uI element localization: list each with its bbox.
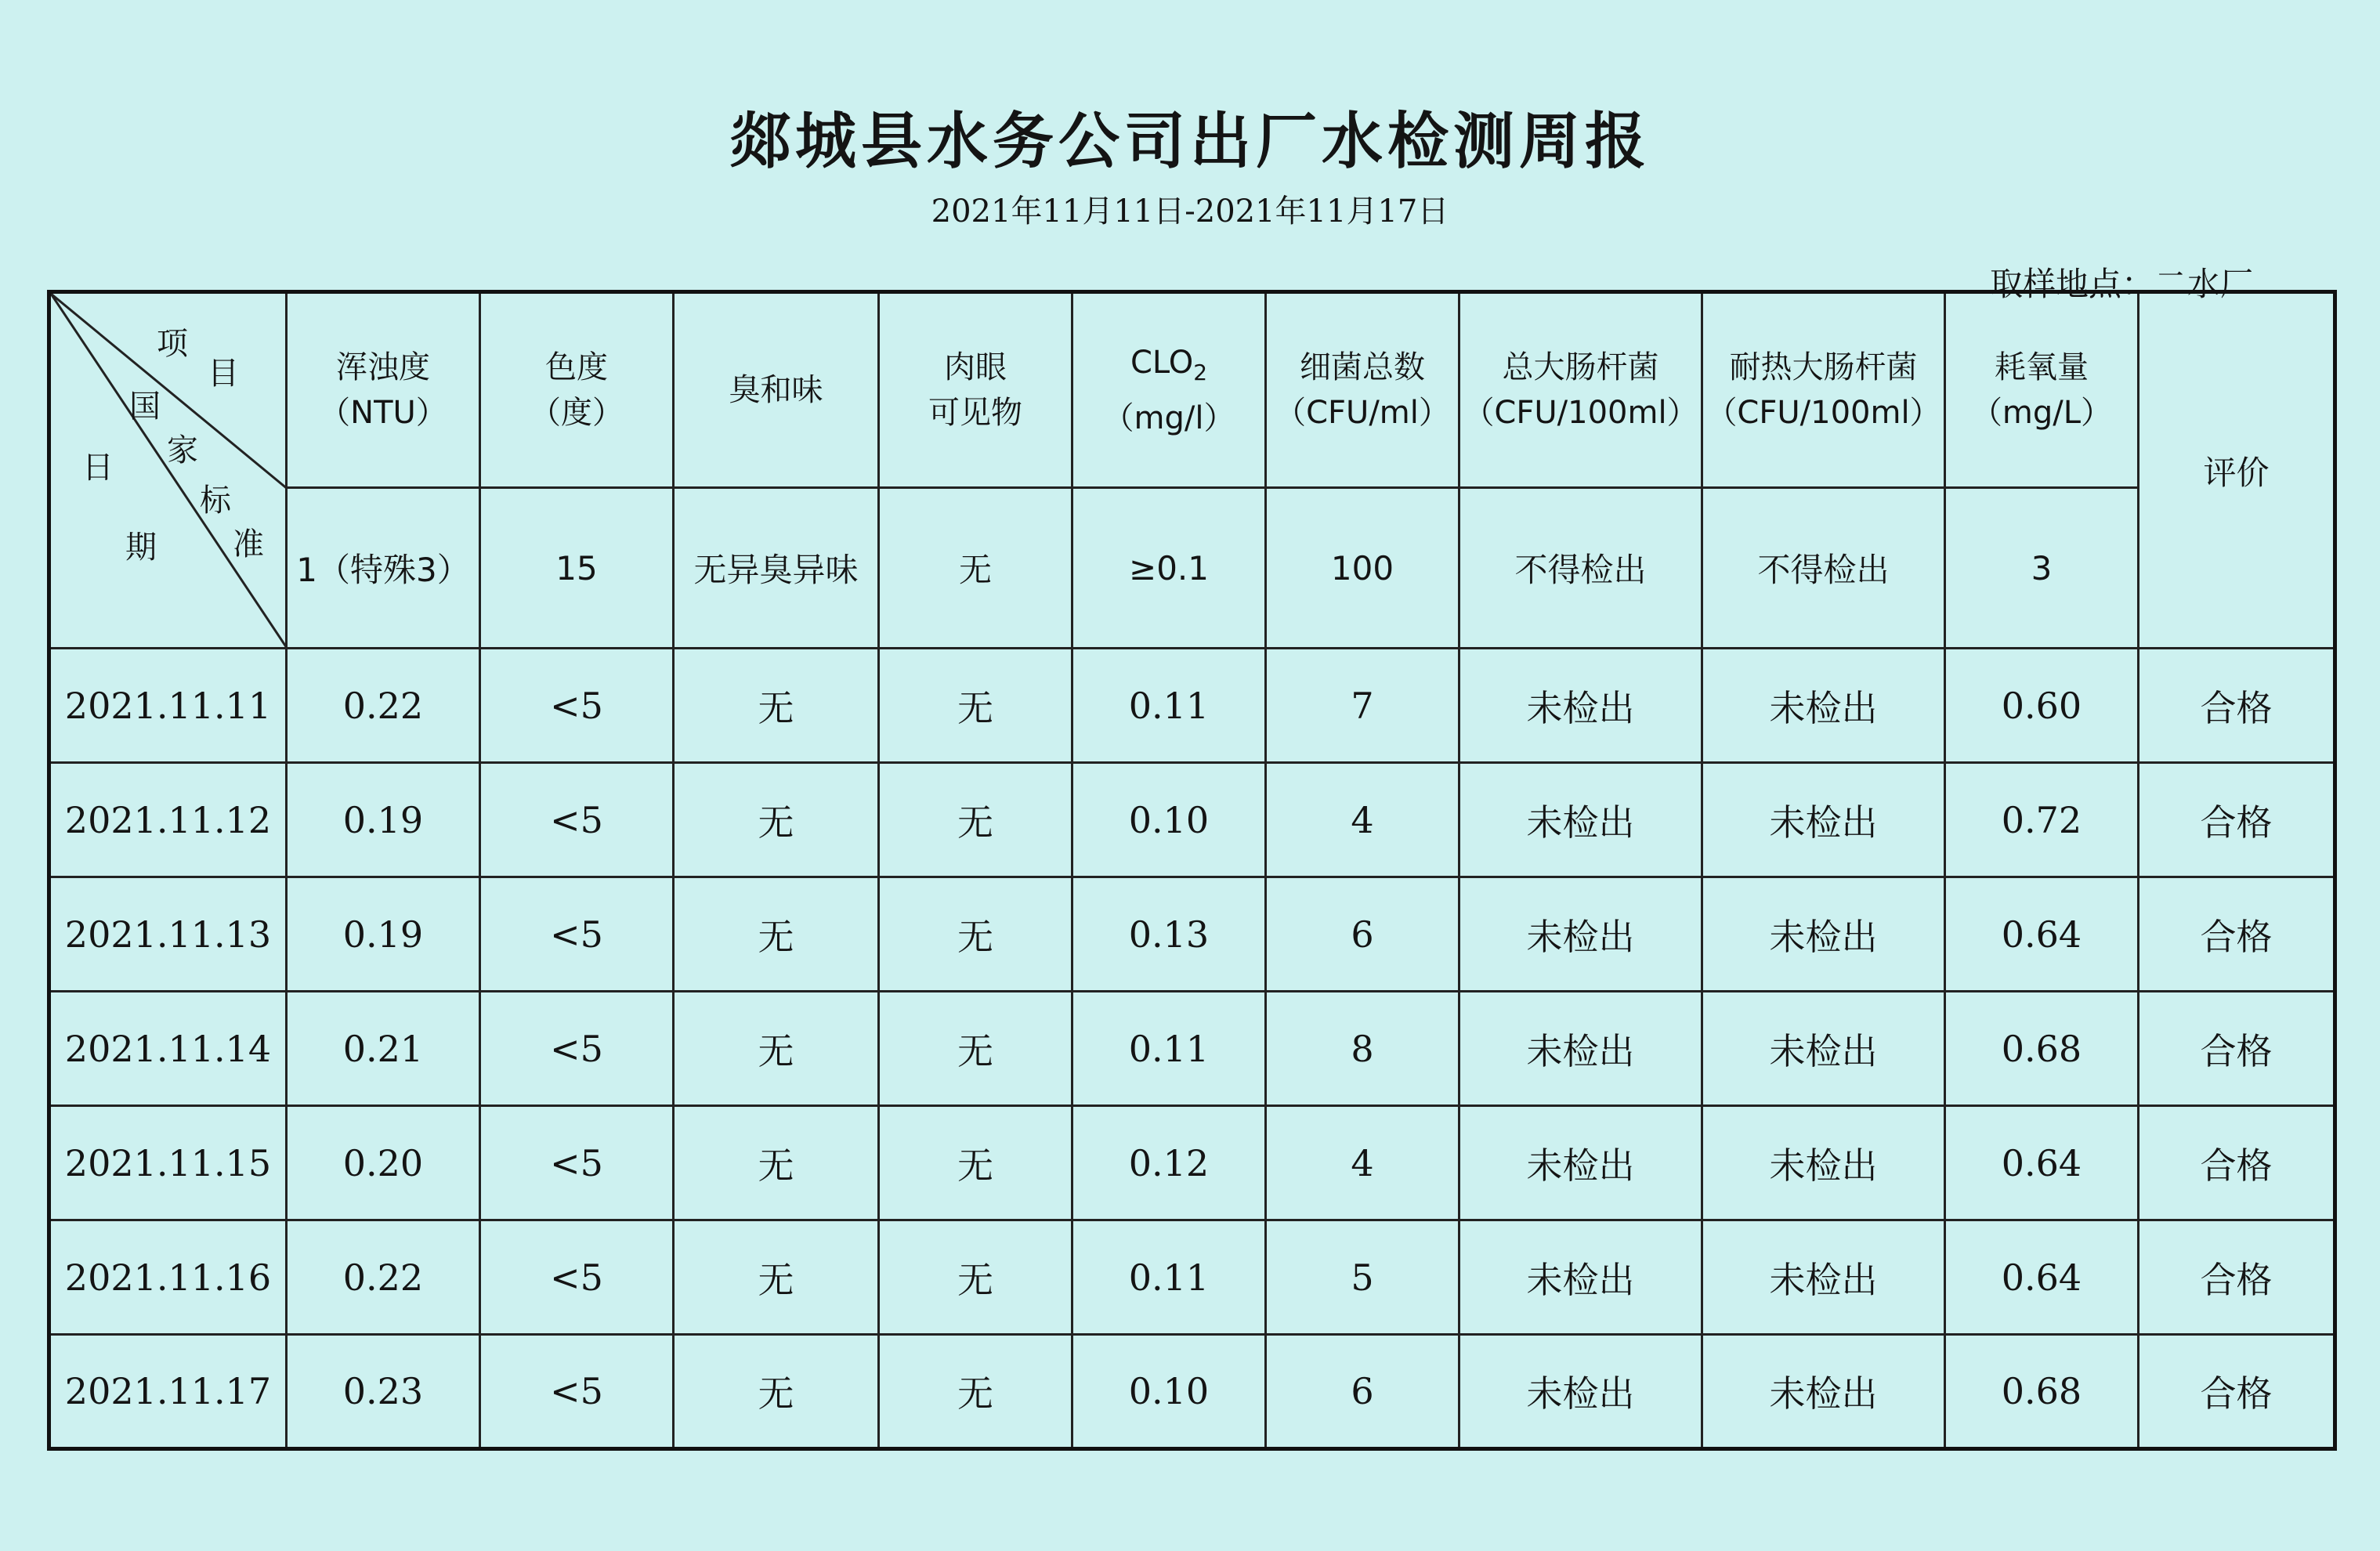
table-row [49, 1220, 2335, 1335]
column-name-text: 浑浊度 [336, 349, 430, 385]
value-cell: 0.20 [287, 1106, 480, 1220]
standard-value-cell: 3 [1945, 488, 2139, 649]
column-header [1072, 292, 1266, 488]
standard-value-cell: 不得检出 [1702, 488, 1945, 649]
value-cell: 无 [879, 992, 1072, 1106]
value-cell: 未检出 [1459, 649, 1702, 763]
evaluation-cell: 合格 [2139, 1335, 2335, 1449]
value-cell: 0.22 [287, 649, 480, 763]
column-header [1945, 292, 2139, 488]
value-cell: 0.68 [1945, 992, 2139, 1106]
column-header-name [481, 345, 672, 390]
column-header-unit: （度） [530, 395, 624, 431]
value-cell: 0.64 [1945, 877, 2139, 992]
column-header-name [880, 345, 1071, 390]
value-cell: 0.12 [1072, 1106, 1266, 1220]
value-cell: <5 [480, 1106, 674, 1220]
value-cell: 未检出 [1702, 1106, 1945, 1220]
evaluation-cell: 合格 [2139, 763, 2335, 877]
column-header-unit: （CFU/100ml） [1705, 395, 1941, 431]
value-cell: 0.64 [1945, 1220, 2139, 1335]
table-row [49, 649, 2335, 763]
standard-value-cell: ≥0.1 [1072, 488, 1266, 649]
value-cell: 无 [674, 1106, 879, 1220]
column-header [1702, 292, 1945, 488]
column-header-unit: 可见物 [928, 395, 1022, 431]
date-cell: 2021.11.16 [49, 1220, 287, 1335]
corner-standard-char-2: 家 [167, 432, 198, 468]
column-header-name [1460, 345, 1701, 390]
value-cell: 0.22 [287, 1220, 480, 1335]
standard-value-cell: 无 [879, 488, 1072, 649]
value-cell: 无 [674, 877, 879, 992]
value-cell: 6 [1266, 1335, 1459, 1449]
evaluation-cell: 合格 [2139, 1220, 2335, 1335]
value-cell: 未检出 [1702, 877, 1945, 992]
corner-standard-char-1: 国 [129, 389, 161, 425]
value-cell: 无 [674, 763, 879, 877]
table-row [49, 877, 2335, 992]
value-cell: 6 [1266, 877, 1459, 992]
value-cell: 0.21 [287, 992, 480, 1106]
value-cell: <5 [480, 1220, 674, 1335]
value-cell: 未检出 [1459, 763, 1702, 877]
date-cell: 2021.11.14 [49, 992, 287, 1106]
date-cell: 2021.11.11 [49, 649, 287, 763]
corner-standard-char-3: 标 [200, 483, 231, 519]
column-header-unit: （mg/L） [1970, 395, 2113, 431]
date-cell: 2021.11.15 [49, 1106, 287, 1220]
report-date-range: 2021年11月11日-2021年11月17日 [931, 193, 1449, 230]
value-cell: 0.64 [1945, 1106, 2139, 1220]
standard-value-cell: 不得检出 [1459, 488, 1702, 649]
value-cell: 0.11 [1072, 649, 1266, 763]
column-name-text: 细菌总数 [1300, 349, 1425, 385]
value-cell: 0.19 [287, 763, 480, 877]
value-cell: <5 [480, 992, 674, 1106]
table-row [49, 1335, 2335, 1449]
value-cell: 0.10 [1072, 763, 1266, 877]
standard-value-cell: 15 [480, 488, 674, 649]
value-cell: 未检出 [1459, 1220, 1702, 1335]
column-header-name [1267, 345, 1458, 390]
column-header-unit: （mg/l） [1102, 400, 1235, 436]
value-cell: 0.10 [1072, 1335, 1266, 1449]
column-header-name [1703, 345, 1944, 390]
value-cell: 未检出 [1459, 1106, 1702, 1220]
evaluation-cell: 合格 [2139, 877, 2335, 992]
value-cell: 未检出 [1459, 877, 1702, 992]
value-cell: 未检出 [1702, 649, 1945, 763]
value-cell: 0.60 [1945, 649, 2139, 763]
value-cell: 无 [674, 992, 879, 1106]
evaluation-cell: 合格 [2139, 1106, 2335, 1220]
standard-value-cell: 无异臭异味 [674, 488, 879, 649]
column-header [1459, 292, 1702, 488]
column-name-text: 耐热大肠杆菌 [1729, 349, 1918, 385]
corner-header-cell [49, 292, 287, 649]
column-name-text: 肉眼 [944, 349, 1007, 385]
column-header-unit: （CFU/ml） [1275, 395, 1450, 431]
column-header-name [288, 345, 479, 390]
column-header [480, 292, 674, 488]
value-cell: 0.11 [1072, 992, 1266, 1106]
column-header-unit: （NTU） [319, 395, 447, 431]
value-cell: 0.11 [1072, 1220, 1266, 1335]
column-name-text: 总大肠杆菌 [1502, 349, 1659, 385]
value-cell: 无 [674, 649, 879, 763]
column-header [1266, 292, 1459, 488]
value-cell: 0.72 [1945, 763, 2139, 877]
evaluation-header: 评价 [2139, 292, 2335, 649]
evaluation-cell: 合格 [2139, 992, 2335, 1106]
corner-date-char-2: 期 [125, 530, 157, 566]
date-cell: 2021.11.12 [49, 763, 287, 877]
standard-value-cell: 1（特殊3） [287, 488, 480, 649]
value-cell: <5 [480, 1335, 674, 1449]
column-header-name [1946, 345, 2137, 390]
table-row [49, 992, 2335, 1106]
value-cell: 0.23 [287, 1335, 480, 1449]
table-row [49, 1106, 2335, 1220]
value-cell: 未检出 [1702, 763, 1945, 877]
value-cell: <5 [480, 763, 674, 877]
value-cell: 未检出 [1702, 992, 1945, 1106]
column-header [674, 292, 879, 488]
report-title: 郯城县水务公司出厂水检测周报 [729, 107, 1651, 177]
value-cell: 无 [879, 763, 1072, 877]
column-name-text: 色度 [545, 349, 608, 385]
value-cell: 无 [879, 1106, 1072, 1220]
column-header-name [1073, 340, 1264, 396]
value-cell: 无 [674, 1335, 879, 1449]
date-cell: 2021.11.13 [49, 877, 287, 992]
value-cell: 无 [879, 1220, 1072, 1335]
column-name-text: 耗氧量 [1995, 349, 2089, 385]
column-header-unit: （CFU/100ml） [1463, 395, 1698, 431]
value-cell: 0.13 [1072, 877, 1266, 992]
value-cell: <5 [480, 877, 674, 992]
value-cell: 4 [1266, 763, 1459, 877]
water-quality-table [47, 290, 2337, 1451]
standard-value-cell: 100 [1266, 488, 1459, 649]
value-cell: 0.19 [287, 877, 480, 992]
table-row [49, 763, 2335, 877]
sampling-location: 取样地点：二水厂 [1990, 265, 2254, 303]
value-cell: 无 [674, 1220, 879, 1335]
value-cell: 无 [879, 649, 1072, 763]
column-header [879, 292, 1072, 488]
value-cell: 4 [1266, 1106, 1459, 1220]
column-header [287, 292, 480, 488]
value-cell: 8 [1266, 992, 1459, 1106]
value-cell: 7 [1266, 649, 1459, 763]
column-name-text: CLO [1130, 344, 1194, 381]
value-cell: 未检出 [1702, 1220, 1945, 1335]
value-cell: 未检出 [1702, 1335, 1945, 1449]
corner-date-char-1: 日 [82, 450, 114, 486]
value-cell: 5 [1266, 1220, 1459, 1335]
corner-item-char-1: 项 [157, 326, 188, 362]
value-cell: 未检出 [1459, 1335, 1702, 1449]
value-cell: 无 [879, 877, 1072, 992]
column-name-text: 臭和味 [729, 372, 823, 408]
value-cell: 未检出 [1459, 992, 1702, 1106]
date-cell: 2021.11.17 [49, 1335, 287, 1449]
corner-item-char-2: 目 [208, 356, 239, 392]
column-header-name [675, 367, 877, 413]
corner-standard-char-4: 准 [233, 526, 264, 562]
column-name-subscript: 2 [1193, 359, 1208, 385]
evaluation-cell: 合格 [2139, 649, 2335, 763]
value-cell: 无 [879, 1335, 1072, 1449]
value-cell: <5 [480, 649, 674, 763]
value-cell: 0.68 [1945, 1335, 2139, 1449]
